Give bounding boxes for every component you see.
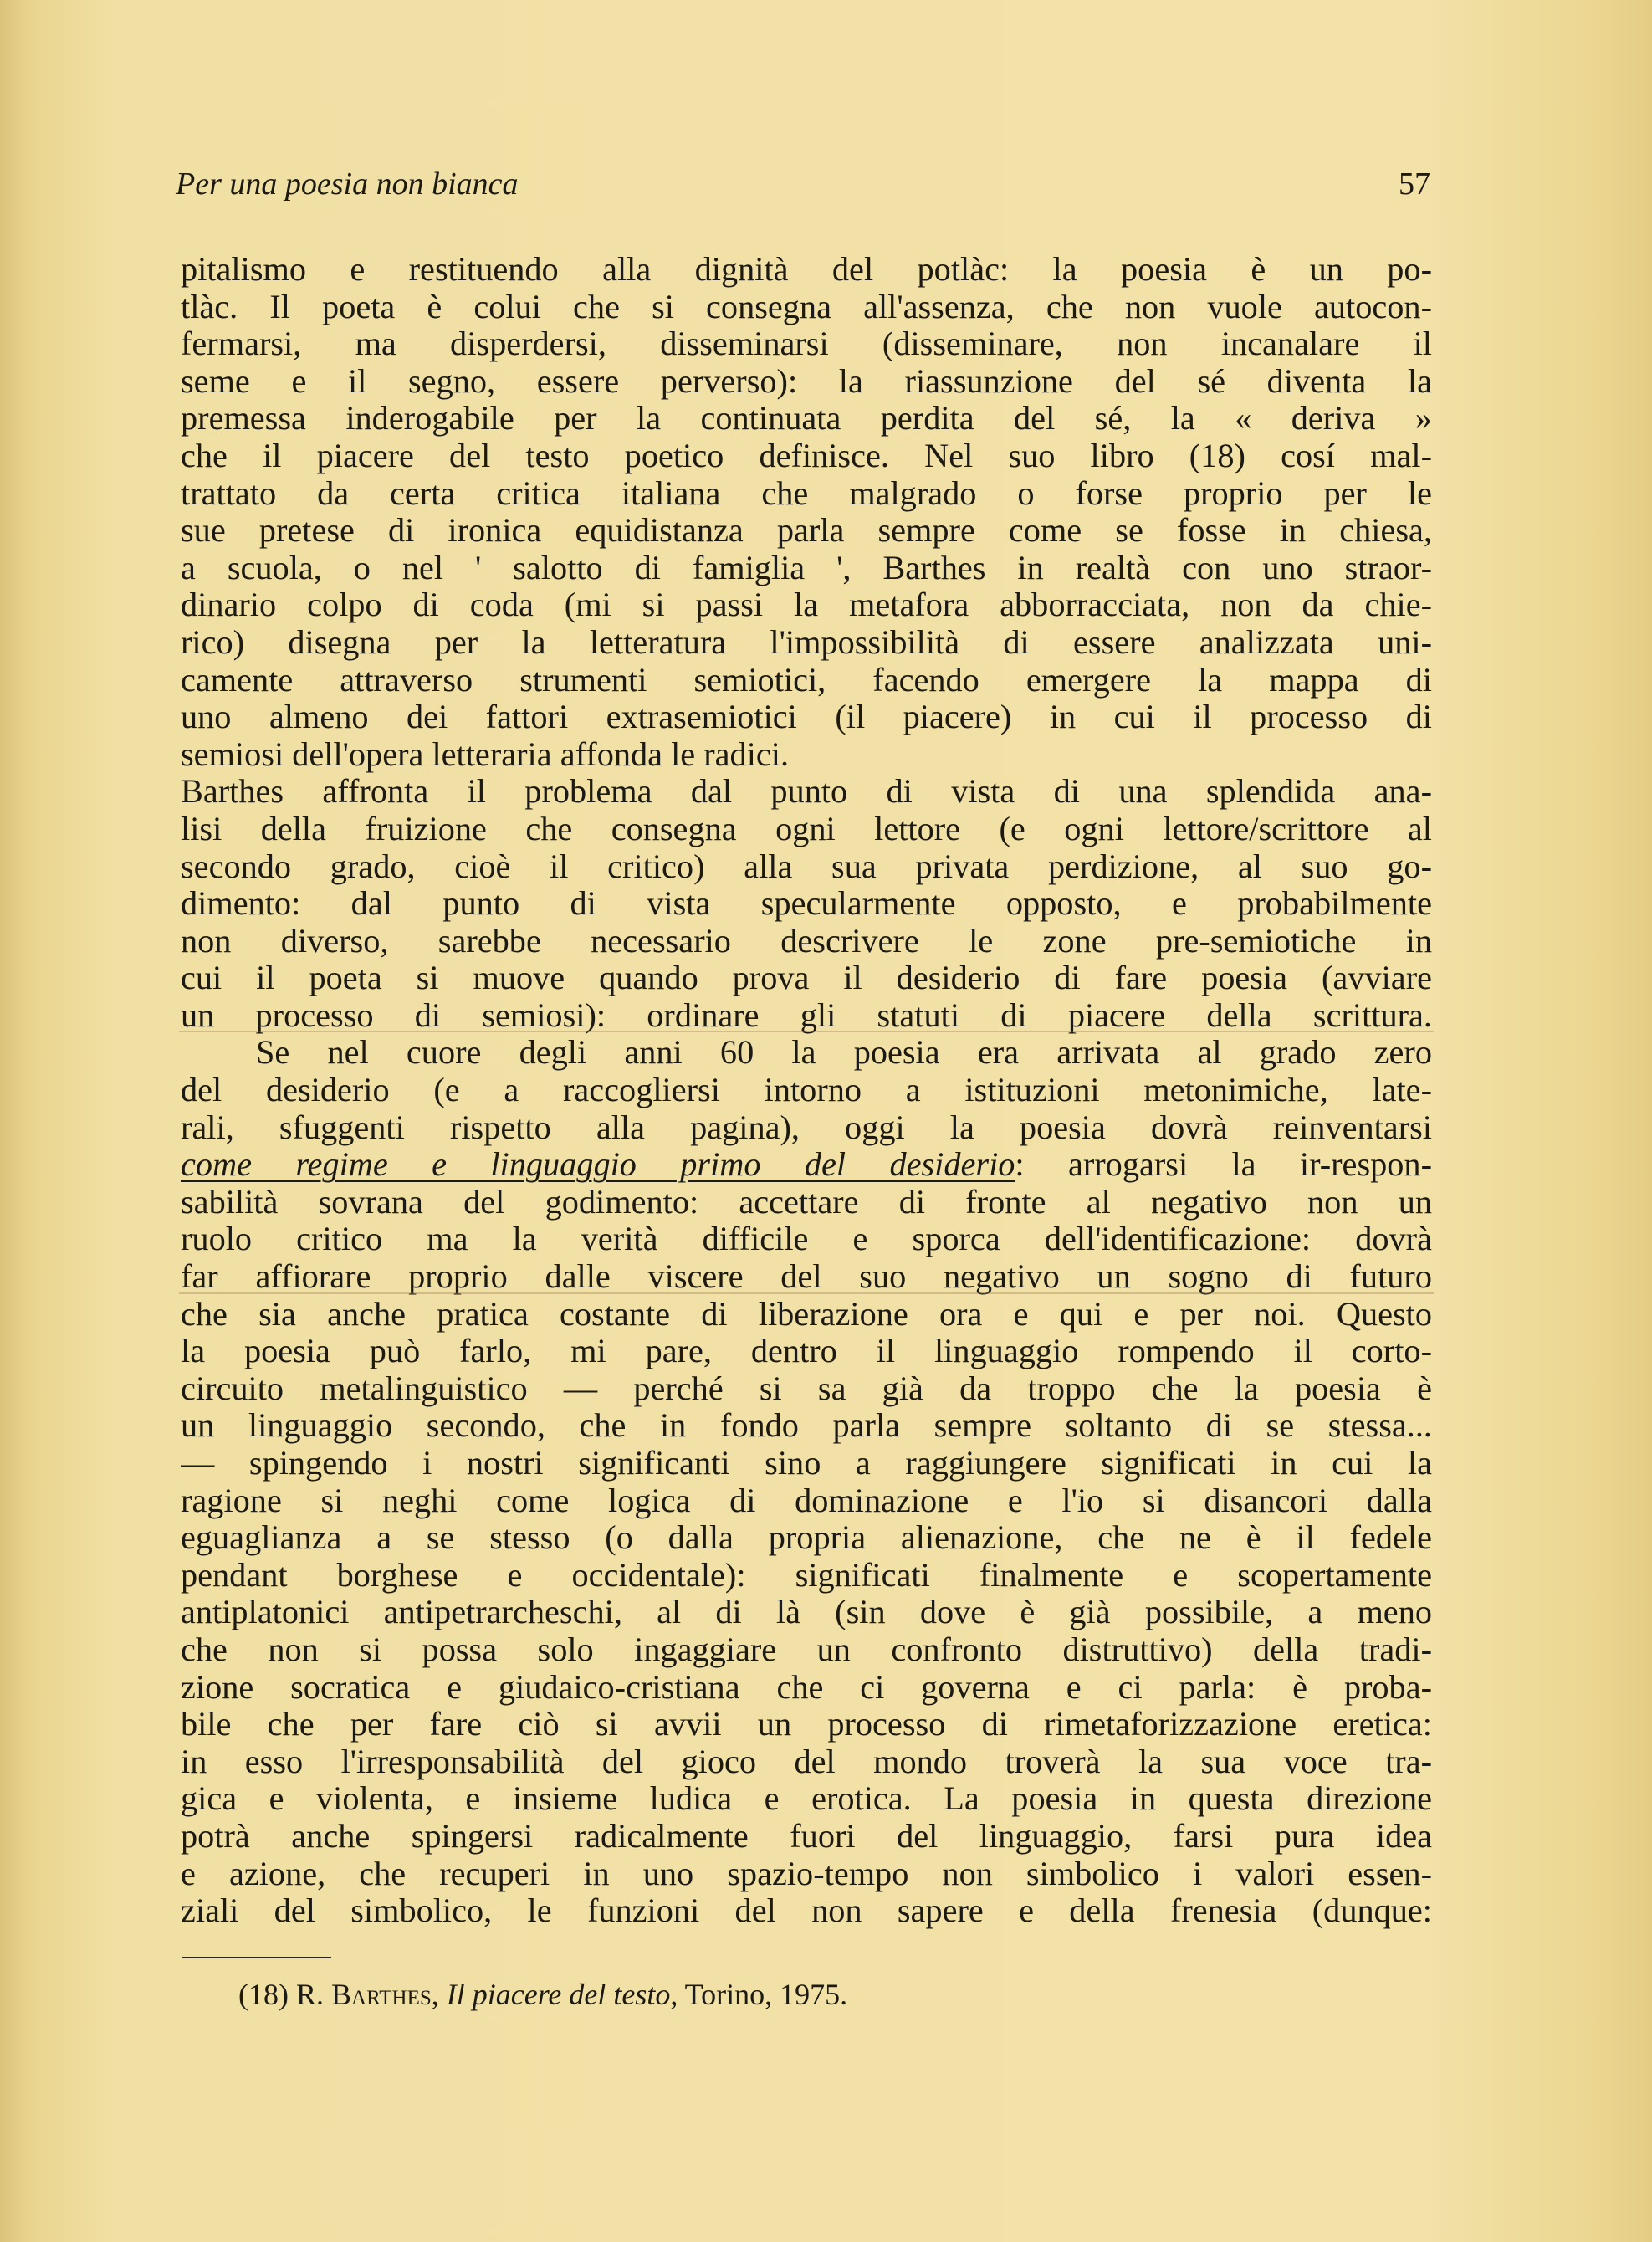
text-line: a scuola, o nel ' salotto di famiglia ', Barthes in realtà con uno straor- bbox=[181, 549, 1432, 586]
text-line: secondo grado, cioè il critico) alla sua privata perdizione, al suo go- bbox=[181, 847, 1432, 885]
footnote-rule bbox=[182, 1957, 331, 1958]
text-line: fermarsi, ma disperdersi, disseminarsi (disseminare, non incanalare il bbox=[181, 325, 1432, 363]
text-line: uno almeno dei fattori extrasemiotici (il piacere) in cui il processo di bbox=[181, 699, 1432, 736]
text-line-emphasis bbox=[181, 1146, 1432, 1184]
text-line: trattato da certa critica italiana che malgrado o forse proprio per le bbox=[181, 474, 1432, 512]
italic-phrase: come regime e linguaggio primo del desiderio bbox=[181, 1146, 1015, 1184]
text-line: del desiderio (e a raccogliersi intorno a istituzioni metonimiche, late- bbox=[181, 1072, 1432, 1109]
text-line: in esso l'irresponsabilità del gioco del mondo troverà la sua voce tra- bbox=[181, 1743, 1432, 1780]
body-text bbox=[181, 251, 1432, 1930]
text-line: non diverso, sarebbe necessario descrivere le zone pre-semiotiche in bbox=[181, 922, 1432, 960]
text-line: circuito metalinguistico — perché si sa già da troppo che la poesia è bbox=[181, 1369, 1432, 1407]
text-line: un linguaggio secondo, che in fondo parla sempre soltanto di se stessa... bbox=[181, 1407, 1432, 1445]
text-line: seme e il segno, essere perverso): la riassunzione del sé diventa la bbox=[181, 362, 1432, 400]
text-line: e azione, che recuperi in uno spazio-tempo non simbolico i valori essen- bbox=[181, 1855, 1432, 1892]
text-line: un processo di semiosi): ordinare gli statuti di piacere della scrittura. bbox=[181, 996, 1432, 1034]
footnote bbox=[238, 1977, 1409, 2012]
running-title: Per una poesia non bianca bbox=[176, 166, 519, 202]
text-line: dimento: dal punto di vista specularmente opposto, e probabilmente bbox=[181, 885, 1432, 923]
footnote-number: (18) R. bbox=[238, 1978, 324, 2011]
text-line: ruolo critico ma la verità difficile e sporca dell'identificazione: dovrà bbox=[181, 1221, 1432, 1258]
text-line: gica e violenta, e insieme ludica e erotica. La poesia in questa direzione bbox=[181, 1780, 1432, 1818]
text-line: zione socratica e giudaico-cristiana che ci governa e ci parla: è proba- bbox=[181, 1668, 1432, 1706]
text-line: sabilità sovrana del godimento: accettare di fronte al negativo non un bbox=[181, 1183, 1432, 1221]
text-line: lisi della fruizione che consegna ogni lettore (e ogni lettore/scrittore al bbox=[181, 810, 1432, 847]
text-line: bile che per fare ciò si avvii un processo di rimetaforizzazione eretica: bbox=[181, 1706, 1432, 1743]
page-number: 57 bbox=[1399, 166, 1430, 202]
page-header bbox=[176, 166, 1430, 216]
text-line: potrà anche spingersi radicalmente fuori del linguaggio, farsi pura idea bbox=[181, 1817, 1432, 1855]
footnote-author: Barthes bbox=[331, 1978, 432, 2011]
footnote-title: Il piacere del testo bbox=[446, 1978, 671, 2011]
text-line: camente attraverso strumenti semiotici, facendo emergere la mappa di bbox=[181, 661, 1432, 699]
text-line: pitalismo e restituendo alla dignità del potlàc: la poesia è un po- bbox=[181, 251, 1432, 288]
text-line: — spingendo i nostri significanti sino a raggiungere significati in cui la bbox=[181, 1445, 1432, 1482]
pencil-mark bbox=[179, 1292, 1434, 1294]
text-line: antiplatonici antipetrarcheschi, al di là (sin dove è già possibile, a meno bbox=[181, 1594, 1432, 1631]
text-line: Barthes affronta il problema dal punto di vista di una splendida ana- bbox=[181, 773, 1432, 811]
text-line: pendant borghese e occidentale): significati finalmente e scopertamente bbox=[181, 1556, 1432, 1594]
text-line: ziali del simbolico, le funzioni del non sapere e della frenesia (dunque: bbox=[181, 1892, 1432, 1930]
text-line: cui il poeta si muove quando prova il desiderio di fare poesia (avviare bbox=[181, 960, 1432, 997]
after-italic: : arrogarsi la ir-respon- bbox=[1015, 1146, 1432, 1184]
text-line: che sia anche pratica costante di liberazione ora e qui e per noi. Questo bbox=[181, 1295, 1432, 1333]
text-line: tlàc. Il poeta è colui che si consegna all'assenza, che non vuole autocon- bbox=[181, 288, 1432, 325]
text-line: dinario colpo di coda (mi si passi la metafora abborracciata, non da chie- bbox=[181, 586, 1432, 624]
text-line: che non si possa solo ingaggiare un confronto distruttivo) della tradi- bbox=[181, 1630, 1432, 1668]
text-line: che il piacere del testo poetico definisce. Nel suo libro (18) cosí mal- bbox=[181, 437, 1432, 474]
footnote-rest: , Torino, 1975. bbox=[670, 1978, 848, 2011]
text-line: semiosi dell'opera letteraria affonda le radici. bbox=[181, 735, 790, 773]
text-line: rali, sfuggenti rispetto alla pagina), oggi la poesia dovrà reinventarsi bbox=[181, 1108, 1432, 1146]
text-line: rico) disegna per la letteratura l'impossibilità di essere analizzata uni- bbox=[181, 623, 1432, 661]
text-line: premessa inderogabile per la continuata perdita del sé, la « deriva » bbox=[181, 400, 1432, 438]
text-line: far affiorare proprio dalle viscere del suo negativo un sogno di futuro bbox=[181, 1258, 1432, 1296]
pencil-mark bbox=[179, 1031, 1434, 1032]
text-line: Se nel cuore degli anni 60 la poesia era arrivata al grado zero bbox=[256, 1034, 1432, 1072]
text-line: eguaglianza a se stesso (o dalla propria alienazione, che ne è il fedele bbox=[181, 1519, 1432, 1557]
text-line: la poesia può farlo, mi pare, dentro il linguaggio rompendo il corto- bbox=[181, 1333, 1432, 1370]
text-line: ragione si neghi come logica di dominazione e l'io si disancori dalla bbox=[181, 1482, 1432, 1519]
footnote-comma: , bbox=[431, 1978, 439, 2011]
text-line: sue pretese di ironica equidistanza parla sempre come se fosse in chiesa, bbox=[181, 512, 1432, 550]
